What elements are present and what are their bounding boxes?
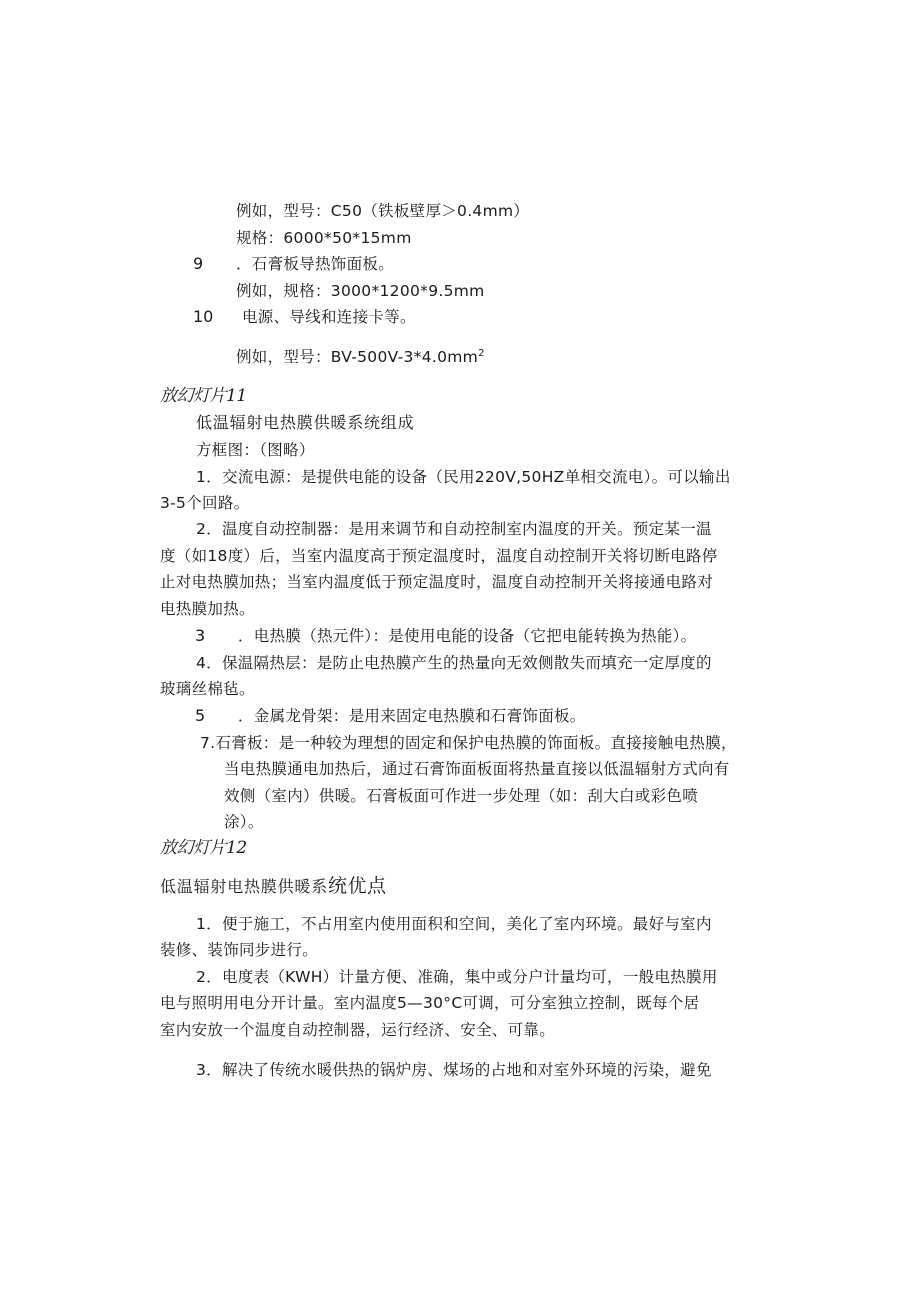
s11-p2-line-1: 2．温度自动控制器：是用来调节和自动控制室内温度的开关。预定某一温 xyxy=(196,520,712,538)
item-9-spec: 例如，规格：3000*1200*9.5mm xyxy=(236,282,485,300)
slide-12-title-part-1: 低温辐射电热膜供暖系 xyxy=(160,877,329,896)
s11-p7-line-4: 涂）。 xyxy=(224,813,264,831)
s11-p7-line-2: 当电热膜通电加热后，通过石膏饰面板面将热量直接以低温辐射方式向有 xyxy=(224,760,730,778)
diagram-note: 方框图：（图略） xyxy=(196,441,315,459)
s12-p2-line-2: 电与照明用电分开计量。室内温度5—30°C可调，可分室独立控制，既每个居 xyxy=(160,994,700,1012)
item-9-number: 9 xyxy=(193,254,204,273)
s11-p2-line-2: 度（如18度）后，当室内温度高于预定温度时，温度自动控制开关将切断电路停 xyxy=(160,547,718,565)
slide-11-label: 放幻灯片11 xyxy=(160,386,247,406)
slide-12-title xyxy=(160,875,387,898)
s12-p2-line-1: 2．电度表（KWH）计量方便、准确，集中或分户计量均可，一般电热膜用 xyxy=(196,968,718,986)
spec-6000-line: 规格：6000*50*15mm xyxy=(236,229,412,247)
slide-12-title-part-2: 统优点 xyxy=(328,875,387,897)
s12-p2-line-3: 室内安放一个温度自动控制器，运行经济、安全、可靠。 xyxy=(160,1021,556,1039)
item-10-model xyxy=(236,347,485,367)
slide-12-label: 放幻灯片12 xyxy=(160,838,247,858)
s11-p1-line-1: 1．交流电源：是提供电能的设备（民用220V,50HZ单相交流电）。可以输出 xyxy=(196,468,731,486)
slide-11-title: 低温辐射电热膜供暖系统组成 xyxy=(196,413,415,432)
model-c50-line: 例如，型号：C50（铁板壁厚＞0.4mm） xyxy=(236,202,530,220)
item-10-number: 10 xyxy=(193,307,214,326)
s11-p2-line-3: 止对电热膜加热；当室内温度低于预定温度时，温度自动控制开关将接通电路对 xyxy=(160,573,714,591)
s11-p2-line-4: 电热膜加热。 xyxy=(160,600,255,618)
s11-p3-number: 3 xyxy=(195,626,206,645)
item-10-text: 电源、导线和连接卡等。 xyxy=(242,308,416,326)
s11-p4-line-2: 玻璃丝棉毡。 xyxy=(160,680,255,698)
item-9-text: ．石膏板导热饰面板。 xyxy=(236,255,395,273)
s11-p4-line-1: 4．保温隔热层：是防止电热膜产生的热量向无效侧散失而填充一定厚度的 xyxy=(196,654,712,672)
s12-p1-line-2: 装修、装饰同步进行。 xyxy=(160,941,319,959)
item-10-model-text: 例如，型号：BV-500V-3*4.0mm xyxy=(236,348,479,366)
s11-p7-line-1: 7.石膏板：是一种较为理想的固定和保护电热膜的饰面板。直接接触电热膜， xyxy=(200,734,737,752)
s11-p1-line-2: 3-5个回路。 xyxy=(160,494,250,512)
item-10-model-superscript: 2 xyxy=(478,347,485,359)
s12-p1-line-1: 1．便于施工，不占用室内使用面积和空间，美化了室内环境。最好与室内 xyxy=(196,915,712,933)
s12-p3-line-1: 3．解决了传统水暖供热的锅炉房、煤场的占地和对室外环境的污染，避免 xyxy=(196,1061,712,1079)
s11-p5-text: ．金属龙骨架：是用来固定电热膜和石膏饰面板。 xyxy=(238,707,586,725)
s11-p7-line-3: 效侧（室内）供暖。石膏板面可作进一步处理（如：刮大白或彩色喷 xyxy=(224,787,699,805)
s11-p5-number: 5 xyxy=(195,706,206,725)
s11-p3-text: ．电热膜（热元件）：是使用电能的设备（它把电能转换为热能）。 xyxy=(238,627,697,645)
